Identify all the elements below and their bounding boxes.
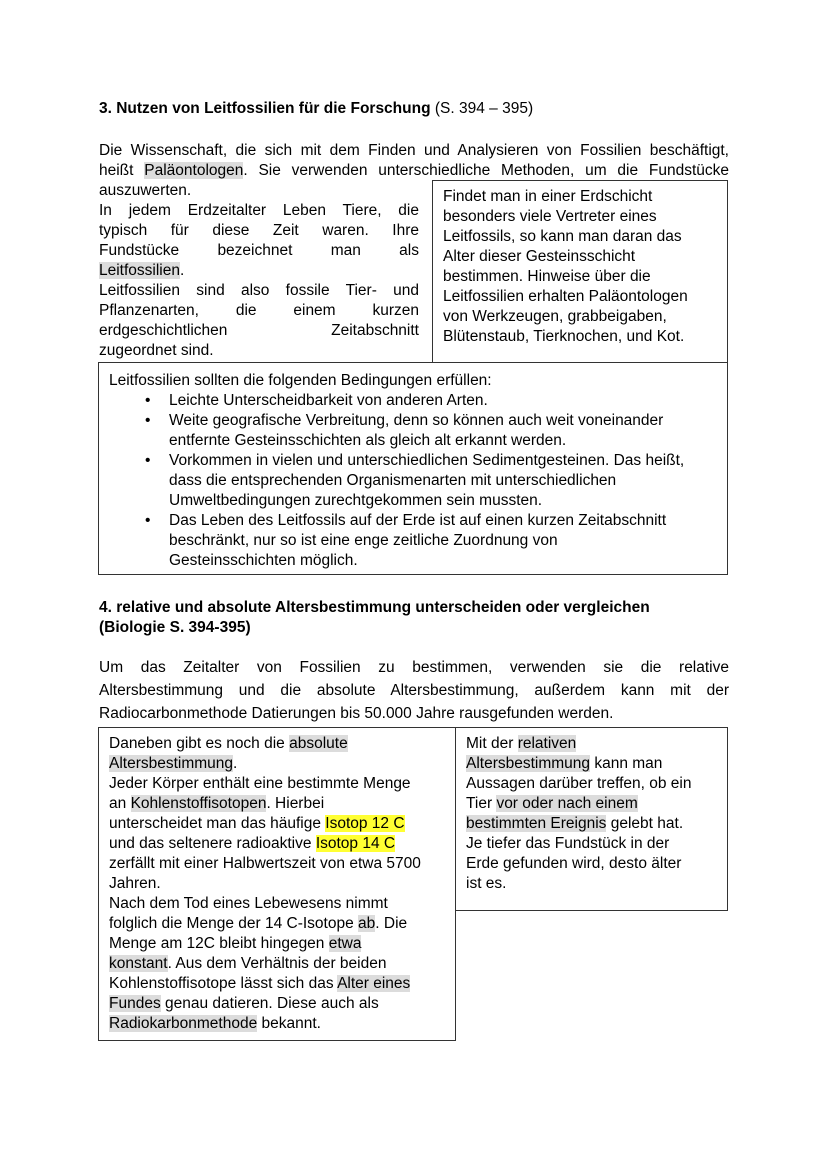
section-3-pages: (S. 394 – 395) (434, 100, 534, 117)
highlight-vor-oder-nach: vor oder nach einem (496, 795, 638, 812)
leitfossil-info-box: Findet man in einer Erdschicht besonders viele Vertreter eines Leitfossils, so kann man daran das Alter dieser Gesteinsschicht bestimmen. Hinweise über die Leitfossilien erhalten Paläontologen von Werkzeugen, grabbeigaben, Blütenstaub, Tierknochen, und Kot. (432, 180, 728, 363)
condition-item: • Das Leben des Leitfossils auf der Erde ist auf einen kurzen Zeitabschnitt beschränkt, nur so ist eine enge zeitliche Zuordnung von Gesteinsschichten möglich. (169, 511, 727, 571)
section-4-intro: Um das Zeitalter von Fossilien zu bestimmen, verwenden sie die relative Altersbestimmung und die absolute Altersbestimmung, außerdem kann mit der Radiocarbonmethode Datierungen bis 50.000 Jahre rausgefunden werden. (99, 659, 729, 722)
highlight-relativen: relativen (517, 735, 577, 752)
highlight-radiokarbonmethode: Radiokarbonmethode (109, 1015, 258, 1032)
condition-item: • Weite geografische Verbreitung, denn so können auch weit voneinander entfernte Gesteinsschichten als gleich alt erkannt werden. (169, 411, 727, 451)
section-3-title: 3. Nutzen von Leitfossilien für die Forschung (99, 100, 431, 117)
highlight-fundes: Fundes (109, 995, 161, 1012)
highlight-altersbestimmung: Altersbestimmung (109, 755, 234, 772)
conditions-list (109, 391, 727, 571)
highlight-bestimmten-ereignis: bestimmten Ereignis (466, 815, 607, 832)
conditions-intro: Leitfossilien sollten die folgenden Bedingungen erfüllen: (109, 372, 492, 389)
absolute-dating-box: Daneben gibt es noch die absolute Altersbestimmung. Jeder Körper enthält eine bestimmte Menge an Kohlenstoffisotopen. Hierbei unterscheidet man das häufige Isotop 12 C und das seltenere radioaktive Isotop 14 C zerfällt mit einer Halbwertszeit von etwa 5700 Jahren. Nach dem Tod eines Lebewesens nimmt folglich die Menge der 14 C-Isotope ab. Die Menge am 12C bleibt hingegen etwa konstant. Aus dem Verhältnis der beiden Kohlenstoffisotope lässt sich das Alter eines Fundes genau datieren. Diese auch als Radiokarbonmethode bekannt. (98, 727, 456, 1041)
leitfossilien-definition: auszuwerten. In jedem Erdzeitalter Leben Tiere, die typisch für diese Zeit waren. Ihre Fundstücke bezeichnet man als Leitfossilien. Leitfossilien sind also fossile Tier- und Pflanzenarten, die einem kurzen erdgeschichtlichen Zeitabschnitt zugeordnet sind. (99, 182, 419, 359)
highlight-leitfossilien: Leitfossilien (99, 262, 180, 279)
section-4-heading: 4. relative und absolute Altersbestimmung unterscheiden oder vergleichen (Biologie S. 394-395) (99, 599, 650, 636)
conditions-box (98, 362, 728, 575)
highlight-isotop-12c: Isotop 12 C (325, 815, 405, 832)
section-3-heading (99, 99, 533, 119)
highlight-kohlenstoffisotopen: Kohlenstoffisotopen (130, 795, 267, 812)
highlight-alter-eines: Alter eines (337, 975, 411, 992)
highlight-palaeontologen: Paläontologen (144, 162, 244, 179)
highlight-etwa: etwa (328, 935, 362, 952)
highlight-konstant: konstant (109, 955, 168, 972)
intro-line-1: Die Wissenschaft, die sich mit dem Finden und Analysieren von Fossilien beschäftigt, (99, 142, 729, 159)
condition-item: • Leichte Unterscheidbarkeit von anderen Arten. (169, 391, 727, 411)
condition-item: • Vorkommen in vielen und unterschiedlichen Sedimentgesteinen. Das heißt, dass die entsprechenden Organismenarten mit unterschiedlichen Umweltbedingungen zurechtgekommen sein mussten. (169, 451, 727, 511)
highlight-altersbestimmung-rel: Altersbestimmung (466, 755, 591, 772)
highlight-isotop-14c: Isotop 14 C (315, 835, 396, 852)
intro-line-2: heißt Paläontologen. Sie verwenden unterschiedliche Methoden, um die Fundstücke (99, 162, 729, 179)
relative-dating-box: Mit der relativen Altersbestimmung kann man Aussagen darüber treffen, ob ein Tier vor oder nach einem bestimmten Ereignis gelebt hat. Je tiefer das Fundstück in der Erde gefunden wird, desto älter ist es. (455, 727, 728, 911)
highlight-absolute: absolute (289, 735, 348, 752)
section-3-intro (99, 141, 729, 181)
highlight-ab: ab (358, 915, 376, 932)
